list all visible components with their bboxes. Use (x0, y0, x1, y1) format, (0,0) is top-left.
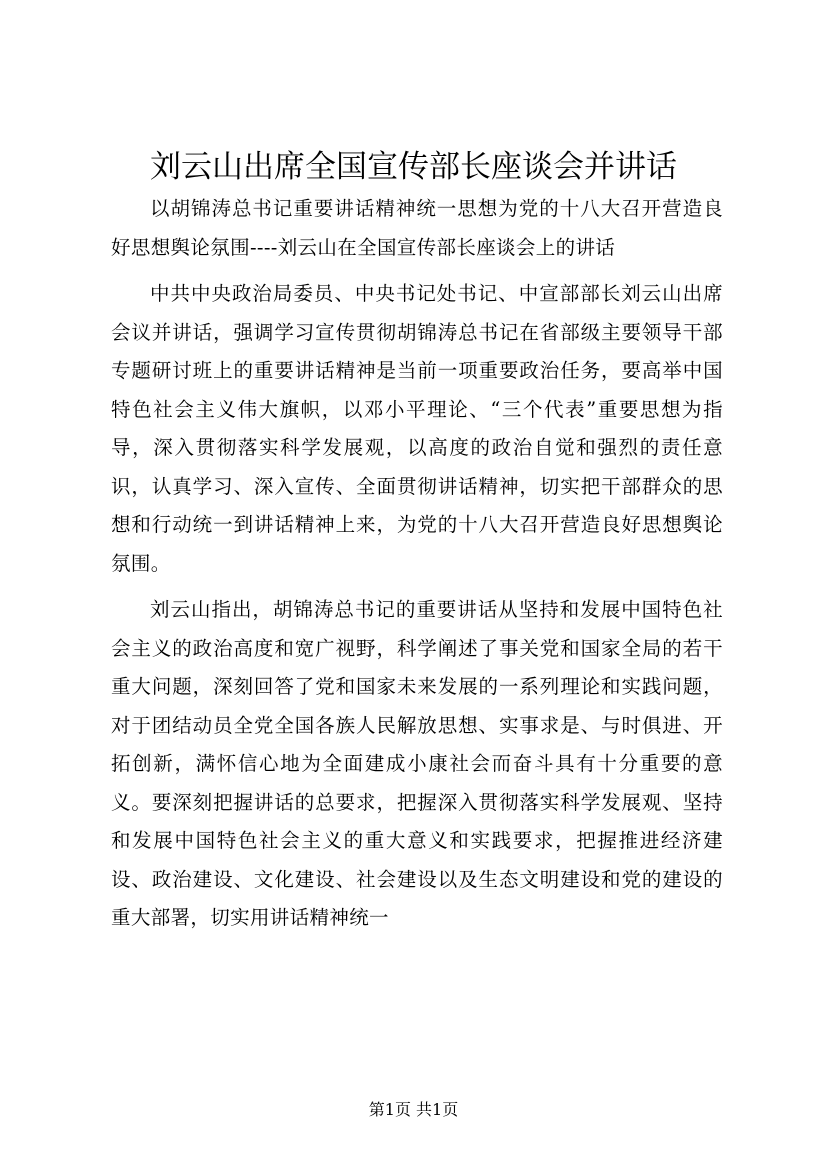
paragraph-2: 刘云山指出，胡锦涛总书记的重要讲话从坚持和发展中国特色社会主义的政治高度和宽广视野，科学阐述了事关党和国家全局的若干重大问题，深刻回答了党和国家未来发展的一系列理论和实践问题，对于团结动员全党全国各族人民解放思想、实事求是、与时俱进、开拓创新，满怀信心地为全面建成小康社会而奋斗具有十分重要的意义。要深刻把握讲话的总要求，把握深入贯彻落实科学发展观、坚持和发展中国特色社会主义的重大意义和实践要求，把握推进经济建设、政治建设、文化建设、社会建设以及生态文明建设和党的建设的重大部署，切实用讲话精神统一 (111, 598, 723, 929)
paragraph-subtitle: 以胡锦涛总书记重要讲话精神统一思想为党的十八大召开营造良好思想舆论氛围----刘云山在全国宣传部长座谈会上的讲话 (111, 197, 723, 259)
paragraph-1: 中共中央政治局委员、中央书记处书记、中宣部部长刘云山出席会议并讲话，强调学习宣传贯彻胡锦涛总书记在省部级主要领导干部专题研讨班上的重要讲话精神是当前一项重要政治任务，要高举中国特色社会主义伟大旗帜，以邓小平理论、“三个代表”重要思想为指导，深入贯彻落实科学发展观，以高度的政治自觉和强烈的责任意识，认真学习、深入宣传、全面贯彻讲话精神，切实把干部群众的思想和行动统一到讲话精神上来，为党的十八大召开营造良好思想舆论氛围。 (111, 282, 723, 575)
page-footer: 第1页 共1页 (368, 1100, 459, 1119)
document-body (111, 190, 723, 946)
document-title: 刘云山出席全国宣传部长座谈会并讲话 (150, 149, 677, 185)
